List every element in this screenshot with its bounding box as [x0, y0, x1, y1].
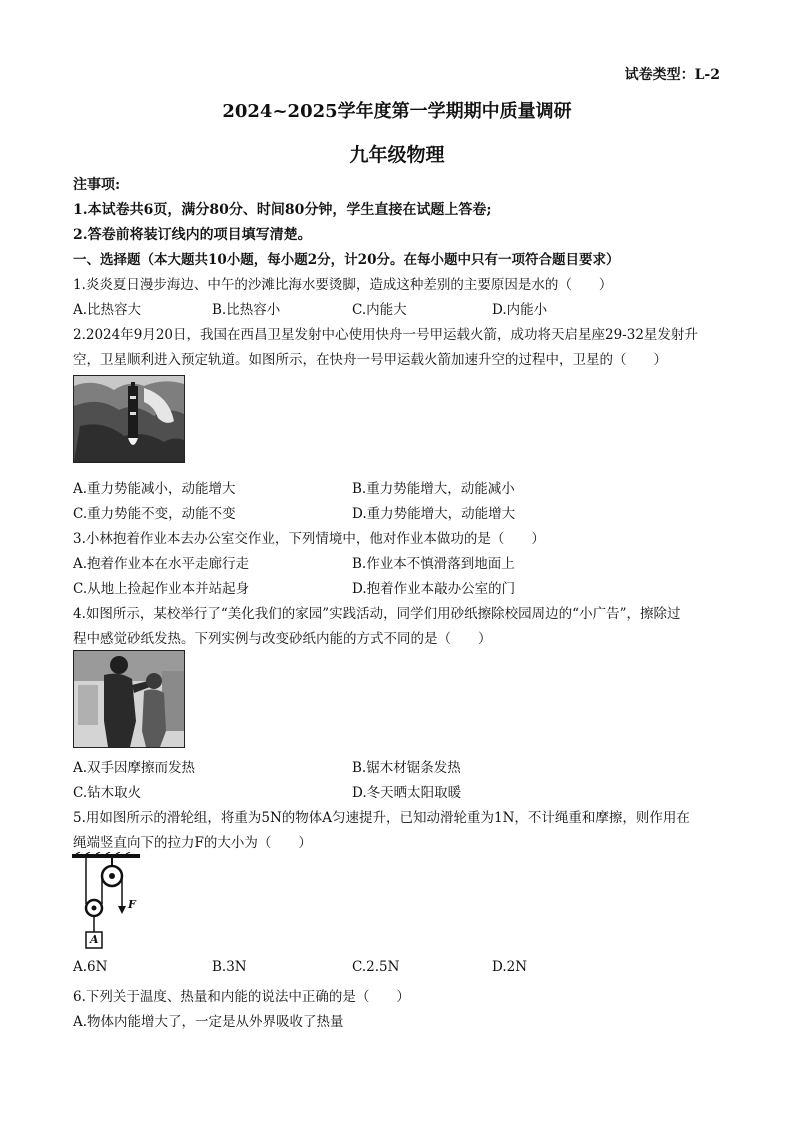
q3-stem: 3.小林抱着作业本去办公室交作业，下列情境中，他对作业本做功的是（ ） [73, 531, 545, 547]
q3-option-a: A.抱着作业本在水平走廊行走 [73, 556, 250, 572]
q4-option-a: A.双手因摩擦而发热 [73, 760, 196, 776]
q5-stem-line-1: 5.用如图所示的滑轮组，将重为5N的物体A匀速提升，已知动滑轮重为1N，不计绳重和摩擦，则作用在 [73, 810, 690, 826]
q3-option-c: C.从地上捡起作业本并站起身 [73, 581, 250, 597]
q6-stem: 6.下列关于温度、热量和内能的说法中正确的是（ ） [73, 989, 410, 1005]
q5-option-c: C.2.5N [352, 959, 400, 975]
q5-option-d: D.2N [492, 959, 528, 975]
exam-title: 2024~2025学年度第一学期期中质量调研 [222, 101, 572, 122]
q1-option-c: C.内能大 [352, 302, 407, 318]
q4-option-d: D.冬天晒太阳取暖 [352, 785, 462, 801]
q4-stem-line-2: 程中感觉砂纸发热。下列实例与改变砂纸内能的方式不同的是（ ） [73, 631, 492, 647]
exam-subtitle: 九年级物理 [349, 144, 445, 166]
q3-option-d: D.抱着作业本敲办公室的门 [352, 581, 516, 597]
q2-option-d: D.重力势能增大，动能增大 [352, 506, 516, 522]
section-1-heading: 一、选择题（本大题共10小题，每小题2分，计20分。在每小题中只有一项符合题目要求） [73, 252, 620, 268]
exam-type-label: 试卷类型：L-2 [624, 67, 720, 83]
rocket-launch-photo [73, 375, 185, 463]
force-label-f: F [128, 898, 136, 911]
notes-item-1: 1.本试卷共6页，满分80分、时间80分钟，学生直接在试题上答卷; [73, 202, 492, 218]
q5-option-b: B.3N [212, 959, 247, 975]
q1-option-b: B.比热容小 [212, 302, 281, 318]
object-label-a: A [90, 933, 99, 946]
q3-option-b: B.作业本不慎滑落到地面上 [352, 556, 515, 572]
notes-item-2: 2.答卷前将装订线内的项目填写清楚。 [73, 227, 312, 243]
q2-option-b: B.重力势能增大，动能减小 [352, 481, 515, 497]
q2-stem-line-1: 2.2024年9月20日，我国在西昌卫星发射中心使用快舟一号甲运载火箭，成功将天启星座29-32星发射升 [73, 327, 698, 343]
pulley-system-diagram [72, 852, 152, 954]
q5-option-a: A.6N [73, 959, 108, 975]
q2-option-a: A.重力势能减小，动能增大 [73, 481, 236, 497]
q6-option-a: A.物体内能增大了，一定是从外界吸收了热量 [73, 1014, 344, 1030]
q4-option-b: B.锯木材锯条发热 [352, 760, 461, 776]
q4-option-c: C.钻木取火 [73, 785, 142, 801]
q1-stem: 1.炎炎夏日漫步海边、中午的沙滩比海水要烫脚，造成这种差别的主要原因是水的（ ） [73, 277, 613, 293]
q1-option-a: A.比热容大 [73, 302, 142, 318]
q5-stem-line-2: 绳端竖直向下的拉力F的大小为（ ） [73, 835, 312, 851]
notes-label: 注事项: [73, 177, 121, 193]
students-cleaning-photo [73, 650, 185, 748]
q4-stem-line-1: 4.如图所示，某校举行了“美化我们的家园”实践活动，同学们用砂纸擦除校园周边的“小广告”，擦除过 [73, 606, 681, 622]
q2-option-c: C.重力势能不变，动能不变 [73, 506, 236, 522]
q1-option-d: D.内能小 [492, 302, 548, 318]
q2-stem-line-2: 空，卫星顺利进入预定轨道。如图所示，在快舟一号甲运载火箭加速升空的过程中，卫星的（ ） [73, 352, 667, 368]
